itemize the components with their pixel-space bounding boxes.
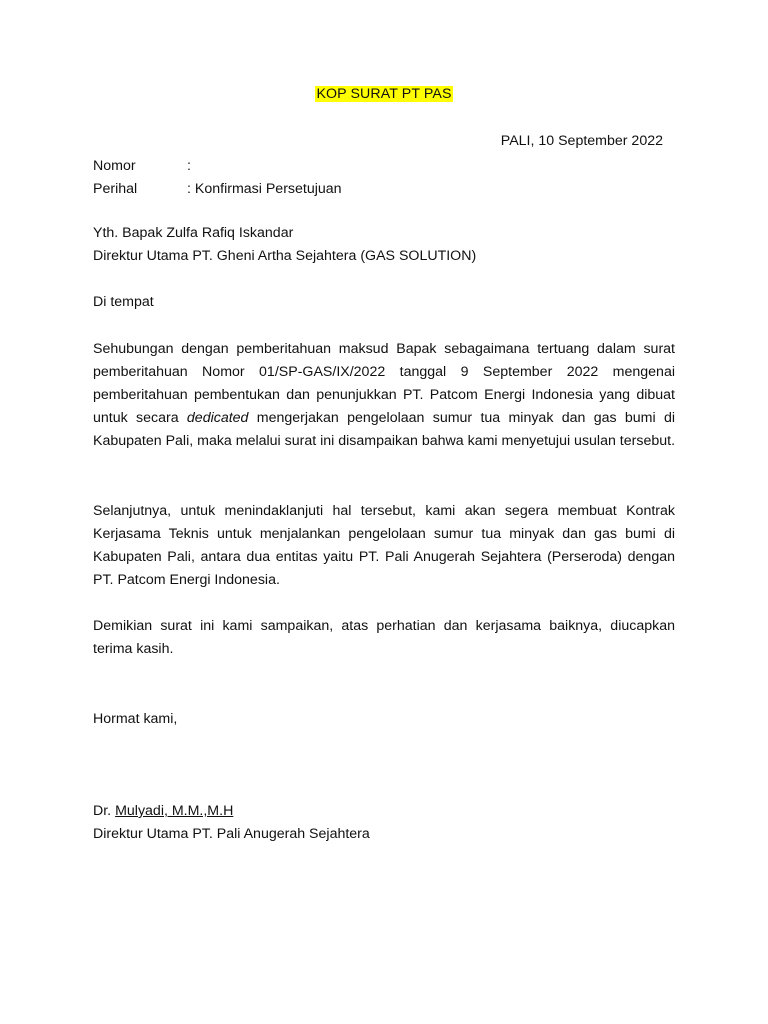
signatory-prefix: Dr. bbox=[93, 803, 116, 819]
meta-nomor-label: Nomor bbox=[93, 158, 136, 174]
body-paragraph-1-text-a: Sehubungan dengan pemberitahuan maksud Bapak sebagaimana tertuang dalam surat pemberitahuan Nomor 01/SP-GAS/IX/2022 tanggal 9 September 2022 mengenai pemberitahuan pembentukan dan penunjukkan PT. Patcom Energi Indonesia yang dibuat untuk secara bbox=[93, 341, 675, 426]
meta-nomor-value: : bbox=[187, 158, 191, 174]
meta-perihal-label: Perihal bbox=[93, 181, 138, 197]
signatory-title: Direktur Utama PT. Pali Anugerah Sejahtera bbox=[93, 826, 370, 842]
letter-date: PALI, 10 September 2022 bbox=[500, 133, 663, 149]
letterhead-placeholder bbox=[0, 86, 768, 102]
letterhead-highlight: KOP SURAT PT PAS bbox=[316, 86, 452, 102]
meta-nomor-row bbox=[93, 155, 342, 178]
body-paragraph-3: Demikian surat ini kami sampaikan, atas perhatian dan kerjasama baiknya, diucapkan terima kasih. bbox=[93, 618, 675, 657]
body-paragraph-1-italic: dedicated bbox=[186, 410, 249, 426]
recipient-block bbox=[93, 222, 675, 268]
signature-block bbox=[93, 800, 675, 846]
body-paragraph-1-text-b: mengerjakan pengelolaan sumur tua minyak dan gas bumi di Kabupaten Pali, maka melalui surat ini disampaikan bahwa kami menyetujui usulan tersebut. bbox=[93, 410, 676, 449]
recipient-title: Direktur Utama PT. Gheni Artha Sejahtera (GAS SOLUTION) bbox=[93, 248, 477, 264]
letter-meta bbox=[93, 155, 342, 201]
closing-line: Hormat kami, bbox=[93, 711, 178, 727]
meta-perihal-value: : Konfirmasi Persetujuan bbox=[187, 181, 342, 197]
recipient-name: Yth. Bapak Zulfa Rafiq Iskandar bbox=[93, 225, 294, 241]
body-paragraph-2: Selanjutnya, untuk menindaklanjuti hal tersebut, kami akan segera membuat Kontrak Kerjasama Teknis untuk menjalankan pengelolaan sumur tua minyak dan gas bumi di Kabupaten Pali, antara dua entitas yaitu PT. Pali Anugerah Sejahtera (Perseroda) dengan PT. Patcom Energi Indonesia. bbox=[93, 503, 675, 588]
signatory-name: Mulyadi, M.M.,M.H bbox=[115, 803, 234, 819]
place-line: Di tempat bbox=[93, 294, 154, 310]
signatory-name-line bbox=[93, 800, 675, 823]
body-paragraph-1 bbox=[93, 338, 675, 453]
meta-perihal-row bbox=[93, 178, 342, 201]
